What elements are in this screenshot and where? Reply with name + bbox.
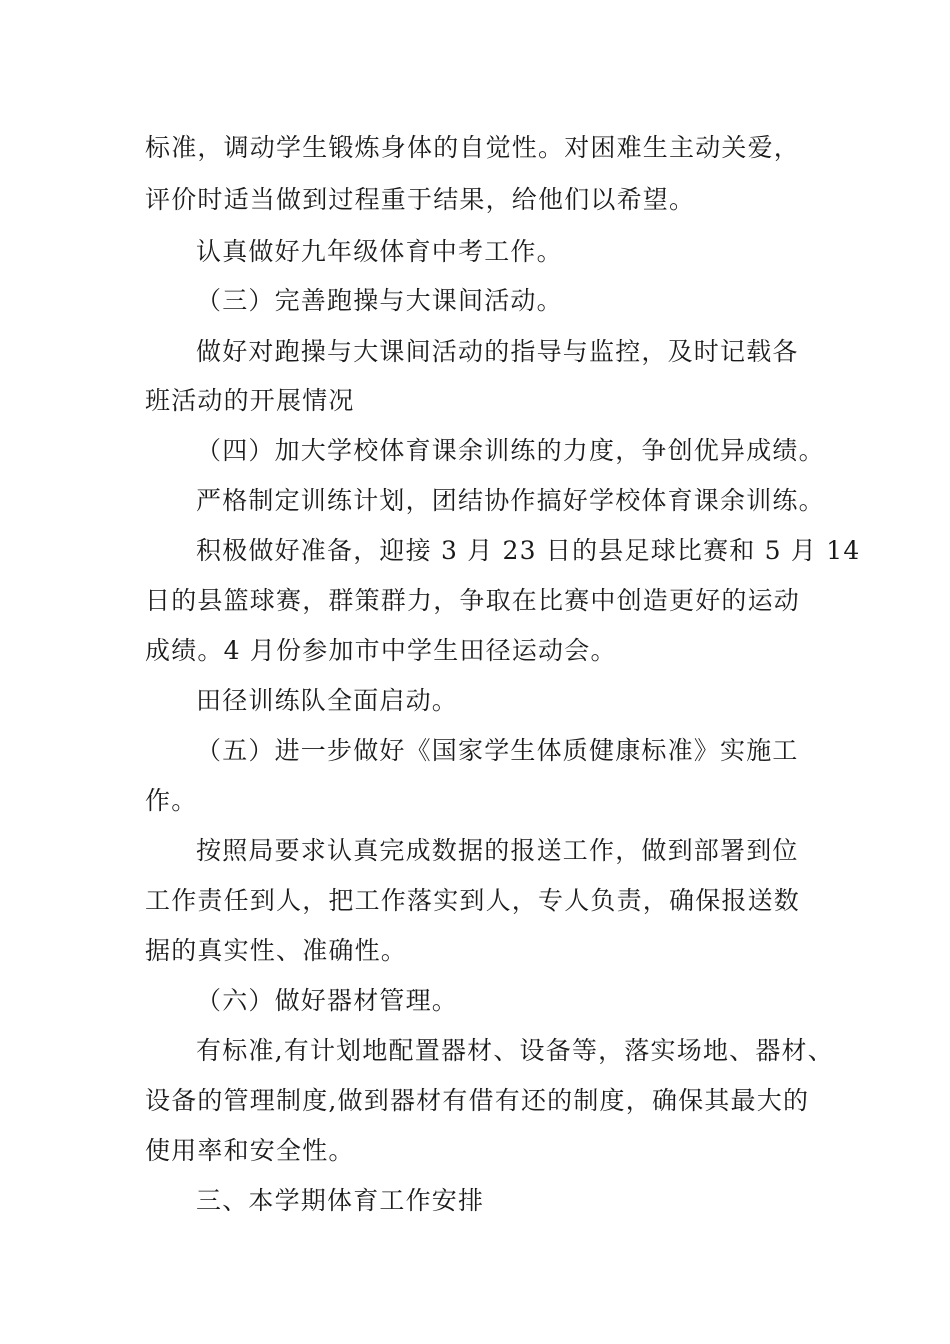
section-heading: （四）加大学校体育课余训练的力度，争创优异成绩。 — [196, 436, 825, 465]
paragraph-line: 严格制定训练计划，团结协作搞好学校体育课余训练。 — [196, 486, 825, 515]
section-heading: 作。 — [145, 786, 198, 815]
paragraph-line: 按照局要求认真完成数据的报送工作，做到部署到位 — [196, 836, 799, 865]
paragraph-line: 使用率和安全性。 — [145, 1136, 355, 1165]
paragraph-line: 田径训练队全面启动。 — [196, 686, 459, 715]
section-heading: （三）完善跑操与大课间活动。 — [196, 286, 563, 315]
paragraph-line: 班活动的开展情况 — [145, 386, 355, 415]
paragraph-line: 成绩。4 月份参加市中学生田径运动会。 — [145, 636, 617, 665]
section-heading: （五）进一步做好《国家学生体质健康标准》实施工 — [196, 736, 799, 765]
paragraph-line: 工作责任到人，把工作落实到人，专人负责，确保报送数 — [145, 886, 801, 915]
paragraph-line: 认真做好九年级体育中考工作。 — [196, 237, 563, 266]
paragraph-line: 设备的管理制度,做到器材有借有还的制度，确保其最大的 — [145, 1086, 810, 1115]
section-heading: （六）做好器材管理。 — [196, 986, 459, 1015]
paragraph-line: 据的真实性、准确性。 — [145, 936, 408, 965]
section-heading: 三、本学期体育工作安排 — [196, 1186, 485, 1215]
paragraph-line: 做好对跑操与大课间活动的指导与监控，及时记载各 — [196, 337, 799, 366]
paragraph-line: 日的县篮球赛，群策群力，争取在比赛中创造更好的运动 — [145, 586, 801, 615]
paragraph-line: 标准，调动学生锻炼身体的自觉性。对困难生主动关爱， — [145, 133, 801, 162]
paragraph-line: 评价时适当做到过程重于结果，给他们以希望。 — [145, 185, 696, 214]
paragraph-line: 积极做好准备，迎接 3 月 23 日的县足球比赛和 5 月 14 — [196, 536, 861, 565]
paragraph-line: 有标准,有计划地配置器材、设备等，落实场地、器材、 — [196, 1036, 834, 1065]
